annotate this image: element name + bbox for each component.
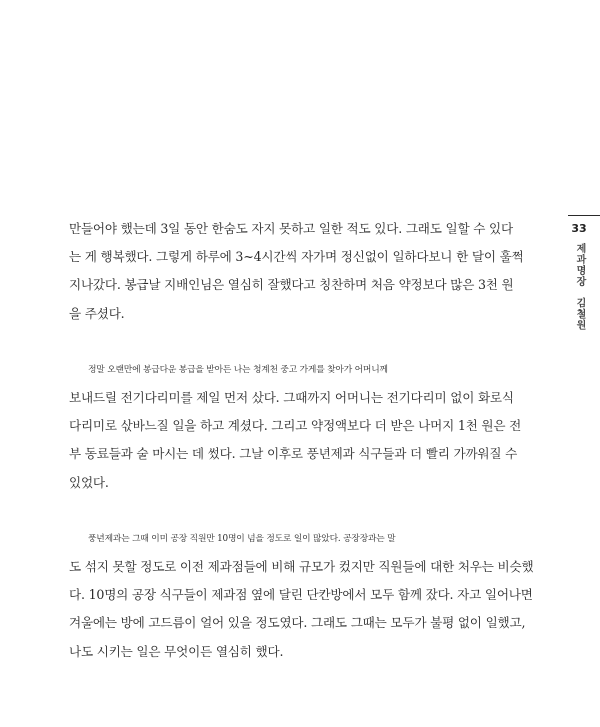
page-number: 33: [571, 222, 587, 235]
text-line: 겨울에는 방에 고드름이 얼어 있을 정도였다. 그래도 그때는 모두가 불평 없이 일했고,: [69, 615, 526, 631]
paragraph-gap: [69, 497, 541, 525]
paragraph-1: [69, 215, 541, 328]
running-head-author: 김철원: [574, 297, 585, 331]
text-line: 는 게 행복했다. 그렇게 하루에 3~4시간씩 자가며 정신없이 일하다보니 한 달이 훌쩍: [69, 249, 524, 265]
running-head: [572, 243, 587, 330]
text-line: 부 동료들과 술 마시는 데 썼다. 그날 이후로 풍년제과 식구들과 더 빨리 가까워질 수: [69, 446, 518, 462]
text-line: 지나갔다. 봉급날 지배인님은 열심히 잘했다고 칭찬하며 처음 약정보다 많은 3천 원: [69, 277, 514, 293]
text-line: 정말 오랜만에 봉급다운 봉급을 받아든 나는 청계천 중고 가게를 찾아가 어머니께: [88, 364, 388, 375]
running-head-book-title: 제과명장: [574, 243, 585, 287]
text-line: 있었다.: [69, 474, 109, 490]
body-text: [69, 215, 541, 666]
text-line: 만들어야 했는데 3일 동안 한숨도 자지 못하고 일한 적도 있다. 그래도 일할 수 있다: [69, 221, 513, 236]
text-line: 나도 시키는 일은 무엇이든 열심히 했다.: [69, 643, 284, 659]
paragraph-3: [69, 525, 541, 666]
text-line: 보내드릴 전기다리미를 제일 먼저 샀다. 그때까지 어머니는 전기다리미 없이 화로식: [69, 390, 514, 406]
paragraph-2: [69, 356, 541, 497]
text-line: 다리미로 삯바느질 일을 하고 계셨다. 그리고 약정액보다 더 받은 나머지 1천 원은 전: [69, 418, 522, 434]
text-line: 을 주셨다.: [69, 305, 125, 321]
text-line: 다. 10명의 공장 식구들이 제과점 옆에 달린 단칸방에서 모두 함께 잤다. 자고 일어나면: [69, 587, 533, 603]
paragraph-gap: [69, 328, 541, 356]
margin-rule: [568, 215, 600, 216]
text-line: 풍년제과는 그때 이미 공장 직원만 10명이 넘을 정도로 일이 많았다. 공장장과는 말: [88, 533, 396, 544]
text-line: 도 섞지 못할 정도로 이전 제과점들에 비해 규모가 컸지만 직원들에 대한 처우는 비슷했: [69, 559, 534, 575]
